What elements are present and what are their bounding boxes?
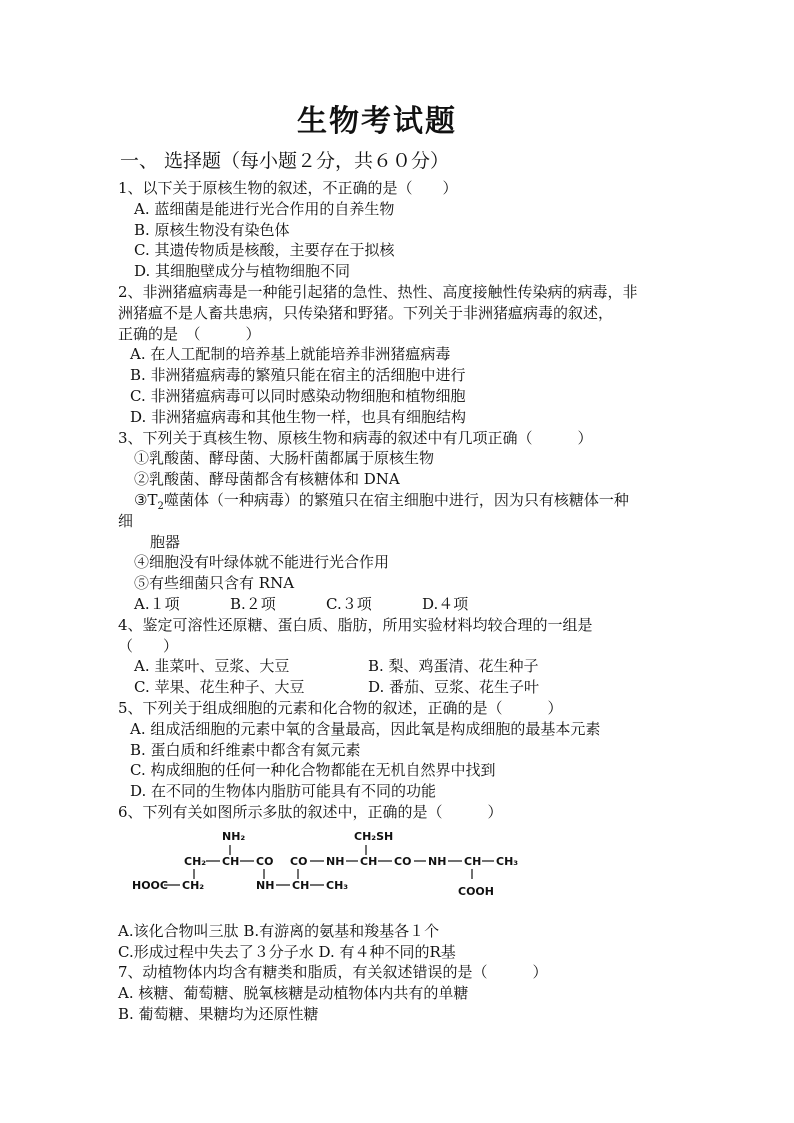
question-3-item-1: ①乳酸菌、酵母菌、大肠杆菌都属于原核生物 (134, 449, 435, 468)
question-2-stem-line-3: 正确的是 （ ） (118, 324, 261, 343)
question-2-option-b: B. 非洲猪瘟病毒的繁殖只能在宿主的活细胞中进行 (130, 366, 466, 385)
question-2-stem-line-2: 洲猪瘟不是人畜共患病，只传染猪和野猪。下列关于非洲猪瘟病毒的叙述， (118, 303, 614, 322)
question-3-item-4: ④细胞没有叶绿体就不能进行光合作用 (134, 553, 390, 572)
diagram-label-co-1: CO (256, 854, 274, 868)
question-4-option-c: C. 苹果、花生种子、大豆 (134, 678, 305, 697)
question-3-option-a: A.１项 (134, 594, 180, 613)
question-2-option-a: A. 在人工配制的培养基上就能培养非洲猪瘟病毒 (130, 345, 451, 364)
diagram-label-ch-3: CH (464, 854, 482, 868)
question-list (118, 178, 684, 1025)
question-3-item-3-wrap: 细 (118, 511, 134, 530)
diagram-label-hooc: HOOC (132, 878, 168, 892)
question-2-option-d: D. 非洲猪瘟病毒和其他生物一样，也具有细胞结构 (130, 407, 467, 426)
question-7-option-a: A. 核糖、葡萄糖、脱氧核糖是动植物体内共有的单糖 (118, 984, 469, 1003)
question-4-option-b: B. 梨、鸡蛋清、花生种子 (368, 657, 539, 676)
diagram-label-ch-1: CH (222, 854, 240, 868)
question-3-item-5: ⑤有些细菌只含有 RNA (134, 574, 295, 593)
question-5-option-b: B. 蛋白质和纤维素中都含有氮元素 (130, 740, 361, 759)
question-4-stem-line-2: （ ） (118, 636, 179, 655)
question-6-options-row-1: A.该化合物叫三肽 B.有游离的氨基和羧基各１个 (118, 921, 440, 940)
question-4-option-a: A. 韭菜叶、豆浆、大豆 (134, 657, 290, 676)
question-3-item-3: $③T_2$噬菌体（一种病毒）的繁殖只在宿主细胞中进行，因为只有核糖体一种 (134, 490, 629, 512)
question-5-option-a: A. 组成活细胞的元素中氧的含量最高，因此氧是构成细胞的最基本元素 (130, 719, 601, 738)
question-3-options (118, 594, 684, 615)
question-6-options-row-2: C.形成过程中失去了３分子水 D. 有４种不同的R基 (118, 942, 456, 961)
diagram-label-ch2-left: CH₂ (184, 854, 207, 868)
question-6-stem: 6、下列有关如图所示多肽的叙述中，正确的是（ ） (118, 802, 503, 821)
question-1-option-c: C. 其遗传物质是核酸，主要存在于拟核 (134, 241, 395, 260)
question-3-option-b: B.２项 (230, 594, 276, 613)
diagram-label-cooh: COOH (458, 884, 494, 898)
polypeptide-structure-diagram (118, 825, 684, 917)
diagram-label-ch2-bottom: CH₂ (182, 878, 205, 892)
question-5-stem: 5、下列关于组成细胞的元素和化合物的叙述，正确的是（ ） (118, 698, 563, 717)
diagram-label-ch3-bottom: CH₃ (326, 878, 349, 892)
question-7-option-b: B. 葡萄糖、果糖均为还原性糖 (118, 1004, 319, 1023)
diagram-label-nh-2: NH (428, 854, 447, 868)
question-4-options-row-2 (118, 677, 684, 698)
question-1-option-b: B. 原核生物没有染色体 (134, 220, 290, 239)
diagram-label-ch-bottom: CH (292, 878, 310, 892)
diagram-label-nh-bottom: NH (256, 878, 275, 892)
section-heading: 一、 选择题（每小题２分，共６０分） (120, 150, 450, 172)
question-1-option-a: A. 蓝细菌是能进行光合作用的自养生物 (134, 199, 395, 218)
question-7-stem: 7、动植物体内均含有糖类和脂质，有关叙述错误的是（ ） (118, 963, 548, 982)
question-4-options-row-1 (118, 656, 684, 677)
question-3-item-2: ②乳酸菌、酵母菌都含有核糖体和 DNA (134, 470, 400, 489)
diagram-label-ch-2: CH (360, 854, 378, 868)
question-3-option-d: D.４项 (422, 594, 469, 613)
diagram-label-nh2: NH₂ (222, 829, 246, 843)
question-2-stem-line-1: 2、非洲猪瘟病毒是一种能引起猪的急性、热性、高度接触性传染病的病毒，非 (118, 282, 638, 301)
diagram-label-ch2sh: CH₂SH (354, 829, 394, 843)
diagram-label-co-3: CO (394, 854, 412, 868)
question-4-option-d: D. 番茄、豆浆、花生子叶 (368, 678, 540, 697)
question-3-option-c: C.３项 (326, 594, 372, 613)
diagram-label-ch3-right: CH₃ (496, 854, 518, 868)
question-3-stem: 3、下列关于真核生物、原核生物和病毒的叙述中有几项正确（ ） (118, 428, 593, 447)
diagram-label-nh-1: NH (326, 854, 345, 868)
question-3-item-3-continued: 胞器 (150, 532, 181, 551)
diagram-label-co-2: CO (290, 854, 308, 868)
question-5-option-d: D. 在不同的生物体内脂肪可能具有不同的功能 (130, 782, 437, 801)
question-1-stem: 1、以下关于原核生物的叙述，不正确的是（ ） (118, 179, 458, 197)
question-5-option-c: C. 构成细胞的任何一种化合物都能在无机自然界中找到 (130, 761, 496, 780)
question-4-stem-line-1: 4、鉴定可溶性还原糖、蛋白质、脂肪，所用实验材料均较合理的一组是 (118, 615, 593, 634)
page-title: 生物考试题 (297, 104, 457, 139)
question-1-option-d: D. 其细胞壁成分与植物细胞不同 (134, 262, 351, 281)
polypeptide-structure-svg (118, 825, 518, 917)
question-2-option-c: C. 非洲猪瘟病毒可以同时感染动物细胞和植物细胞 (130, 386, 466, 405)
